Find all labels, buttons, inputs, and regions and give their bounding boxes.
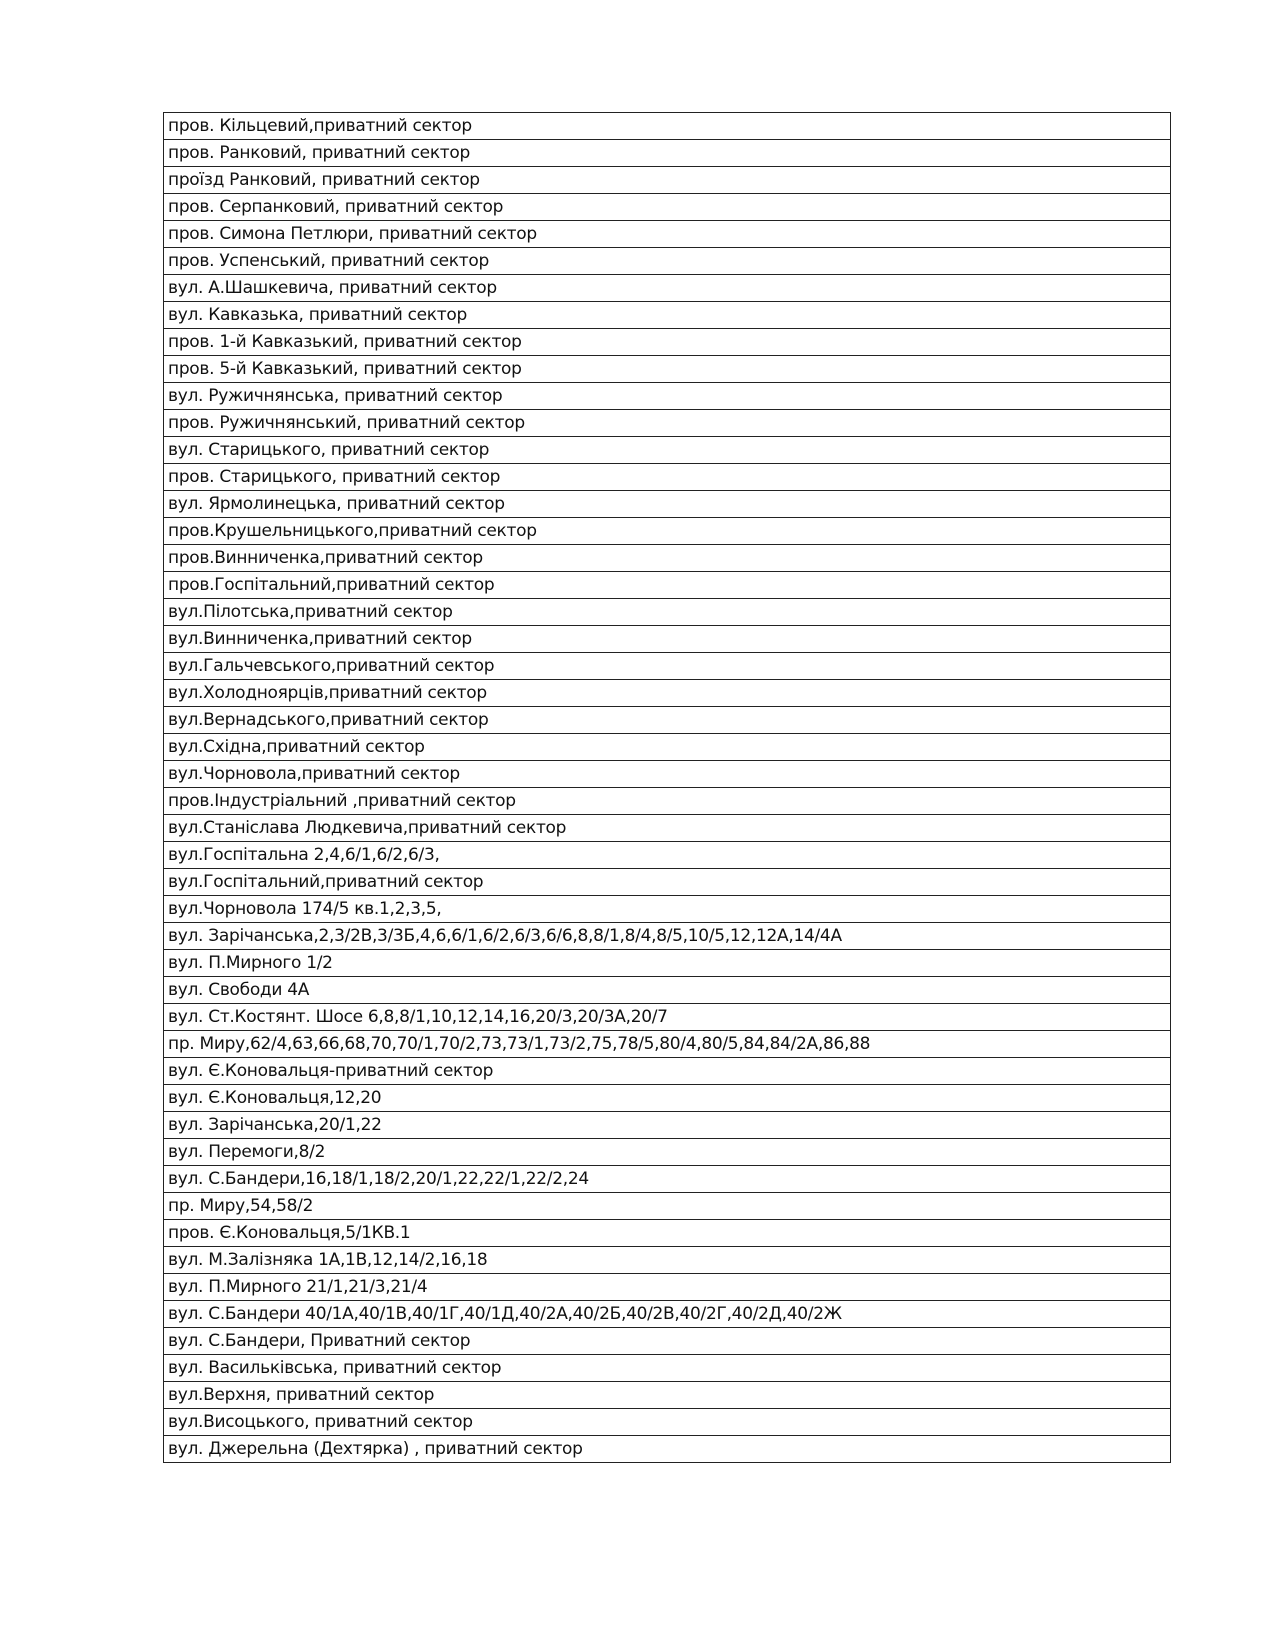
address-cell: вул. П.Мирного 21/1,21/3,21/4 <box>164 1274 1171 1301</box>
table-row <box>164 1085 1171 1112</box>
table-row <box>164 950 1171 977</box>
address-cell: вул.Госпітальна 2,4,6/1,6/2,6/3, <box>164 842 1171 869</box>
address-cell: вул. Зарічанська,2,3/2В,3/3Б,4,6,6/1,6/2,6/3,6/6,8,8/1,8/4,8/5,10/5,12,12А,14/4А <box>164 923 1171 950</box>
address-cell: пров. Симона Петлюри, приватний сектор <box>164 221 1171 248</box>
table-row <box>164 1166 1171 1193</box>
address-cell: вул.Холодноярців,приватний сектор <box>164 680 1171 707</box>
table-row <box>164 167 1171 194</box>
table-row <box>164 977 1171 1004</box>
address-cell: вул. Є.Коновальця-приватний сектор <box>164 1058 1171 1085</box>
address-cell: пров.Крушельницького,приватний сектор <box>164 518 1171 545</box>
table-row <box>164 464 1171 491</box>
address-cell: пров.Винниченка,приватний сектор <box>164 545 1171 572</box>
table-row <box>164 1112 1171 1139</box>
table-row <box>164 194 1171 221</box>
table-row <box>164 1220 1171 1247</box>
address-cell: пров. Серпанковий, приватний сектор <box>164 194 1171 221</box>
table-row <box>164 383 1171 410</box>
table-row <box>164 788 1171 815</box>
table-row <box>164 1382 1171 1409</box>
table-row <box>164 653 1171 680</box>
address-cell: проїзд Ранковий, приватний сектор <box>164 167 1171 194</box>
address-table-body <box>164 113 1171 1463</box>
table-row <box>164 356 1171 383</box>
address-cell: пр. Миру,62/4,63,66,68,70,70/1,70/2,73,73/1,73/2,75,78/5,80/4,80/5,84,84/2А,86,88 <box>164 1031 1171 1058</box>
table-row <box>164 329 1171 356</box>
address-cell: пров. Ранковий, приватний сектор <box>164 140 1171 167</box>
table-row <box>164 113 1171 140</box>
table-row <box>164 437 1171 464</box>
table-row <box>164 707 1171 734</box>
table-row <box>164 626 1171 653</box>
address-cell: вул.Винниченка,приватний сектор <box>164 626 1171 653</box>
address-cell: пров.Індустріальний ,приватний сектор <box>164 788 1171 815</box>
address-cell: вул. Свободи 4А <box>164 977 1171 1004</box>
table-row <box>164 869 1171 896</box>
address-cell: пров. 1-й Кавказький, приватний сектор <box>164 329 1171 356</box>
table-row <box>164 815 1171 842</box>
address-cell: пров. Кільцевий,приватний сектор <box>164 113 1171 140</box>
address-cell: вул. Ярмолинецька, приватний сектор <box>164 491 1171 518</box>
address-cell: вул. М.Залізняка 1А,1В,12,14/2,16,18 <box>164 1247 1171 1274</box>
address-cell: пров. Є.Коновальця,5/1КВ.1 <box>164 1220 1171 1247</box>
address-cell: вул. С.Бандери 40/1А,40/1В,40/1Г,40/1Д,40/2А,40/2Б,40/2В,40/2Г,40/2Д,40/2Ж <box>164 1301 1171 1328</box>
address-cell: пров. Ружичнянський, приватний сектор <box>164 410 1171 437</box>
table-row <box>164 1409 1171 1436</box>
address-cell: вул.Вернадського,приватний сектор <box>164 707 1171 734</box>
address-cell: пров. Успенський, приватний сектор <box>164 248 1171 275</box>
table-row <box>164 1004 1171 1031</box>
table-row <box>164 842 1171 869</box>
address-cell: вул.Гальчевського,приватний сектор <box>164 653 1171 680</box>
table-row <box>164 491 1171 518</box>
table-row <box>164 221 1171 248</box>
address-cell: вул.Станіслава Людкевича,приватний сектор <box>164 815 1171 842</box>
address-cell: пров. 5-й Кавказький, приватний сектор <box>164 356 1171 383</box>
address-cell: вул. Ружичнянська, приватний сектор <box>164 383 1171 410</box>
table-row <box>164 572 1171 599</box>
table-row <box>164 1193 1171 1220</box>
address-cell: вул. Джерельна (Дехтярка) , приватний сектор <box>164 1436 1171 1463</box>
address-cell: вул. Кавказька, приватний сектор <box>164 302 1171 329</box>
address-cell: вул. Є.Коновальця,12,20 <box>164 1085 1171 1112</box>
table-row <box>164 734 1171 761</box>
address-cell: вул.Висоцького, приватний сектор <box>164 1409 1171 1436</box>
table-row <box>164 1436 1171 1463</box>
address-cell: вул. С.Бандери,16,18/1,18/2,20/1,22,22/1,22/2,24 <box>164 1166 1171 1193</box>
address-table <box>163 112 1171 1463</box>
address-cell: вул. Ст.Костянт. Шосе 6,8,8/1,10,12,14,16,20/3,20/3А,20/7 <box>164 1004 1171 1031</box>
table-row <box>164 545 1171 572</box>
address-cell: вул.Госпітальний,приватний сектор <box>164 869 1171 896</box>
table-row <box>164 410 1171 437</box>
table-row <box>164 518 1171 545</box>
table-row <box>164 1274 1171 1301</box>
address-cell: вул.Чорновола 174/5 кв.1,2,3,5, <box>164 896 1171 923</box>
table-row <box>164 896 1171 923</box>
address-cell: вул. П.Мирного 1/2 <box>164 950 1171 977</box>
address-cell: вул.Пілотська,приватний сектор <box>164 599 1171 626</box>
table-row <box>164 140 1171 167</box>
address-cell: вул. С.Бандери, Приватний сектор <box>164 1328 1171 1355</box>
table-row <box>164 1328 1171 1355</box>
table-row <box>164 1139 1171 1166</box>
address-cell: вул.Східна,приватний сектор <box>164 734 1171 761</box>
table-row <box>164 680 1171 707</box>
address-cell: вул. А.Шашкевича, приватний сектор <box>164 275 1171 302</box>
table-row <box>164 248 1171 275</box>
table-row <box>164 761 1171 788</box>
address-cell: вул. Зарічанська,20/1,22 <box>164 1112 1171 1139</box>
table-row <box>164 1058 1171 1085</box>
table-row <box>164 1355 1171 1382</box>
address-cell: вул.Чорновола,приватний сектор <box>164 761 1171 788</box>
table-row <box>164 275 1171 302</box>
address-cell: пров. Старицького, приватний сектор <box>164 464 1171 491</box>
table-row <box>164 1031 1171 1058</box>
table-row <box>164 923 1171 950</box>
address-cell: вул.Верхня, приватний сектор <box>164 1382 1171 1409</box>
address-cell: пр. Миру,54,58/2 <box>164 1193 1171 1220</box>
table-row <box>164 1247 1171 1274</box>
address-cell: вул. Перемоги,8/2 <box>164 1139 1171 1166</box>
table-row <box>164 1301 1171 1328</box>
table-row <box>164 302 1171 329</box>
table-row <box>164 599 1171 626</box>
address-cell: вул. Старицького, приватний сектор <box>164 437 1171 464</box>
address-cell: вул. Васильківська, приватний сектор <box>164 1355 1171 1382</box>
address-cell: пров.Госпітальний,приватний сектор <box>164 572 1171 599</box>
